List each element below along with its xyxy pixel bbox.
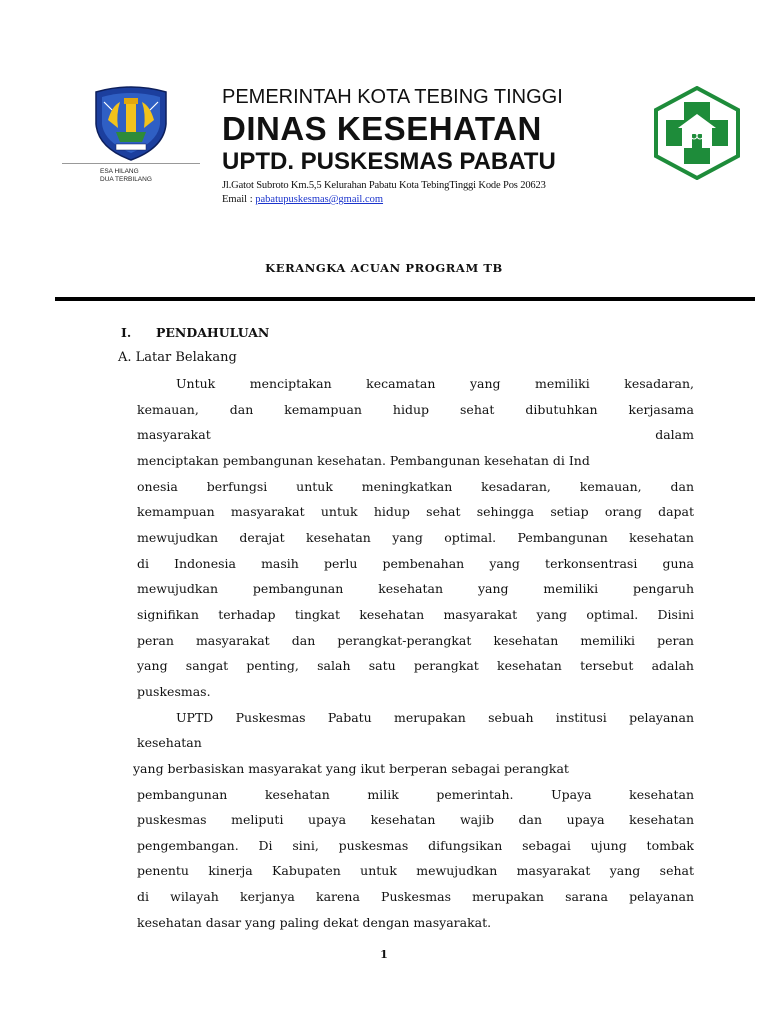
motto-line-2: DUA TERBILANG xyxy=(100,176,152,183)
email-label: Email : xyxy=(222,194,256,205)
body-line: signifikan terhadap tingkat kesehatan masyarakat yang optimal. Disini xyxy=(137,607,694,622)
body-line: onesia berfungsi untuk meningkatkan kesadaran, kemauan, dan xyxy=(137,479,694,494)
body-line: di Indonesia masih perlu pembenahan yang terkonsentrasi guna xyxy=(137,556,694,571)
body-line: masyarakat dalam xyxy=(137,427,694,442)
body-line: di wilayah kerjanya karena Puskesmas merupakan sarana pelayanan xyxy=(137,889,694,904)
document-title: KERANGKA ACUAN PROGRAM TB xyxy=(265,261,503,275)
city-emblem-logo xyxy=(62,84,200,194)
body-line: peran masyarakat dan perangkat-perangkat kesehatan memiliki peran xyxy=(137,633,694,648)
body-line: puskesmas meliputi upaya kesehatan wajib dan upaya kesehatan xyxy=(137,812,694,827)
body-line: yang sangat penting, salah satu perangkat kesehatan tersebut adalah xyxy=(137,658,694,673)
body-line: penentu kinerja Kabupaten untuk mewujudkan masyarakat yang sehat xyxy=(137,863,694,878)
body-line: kemampuan masyarakat untuk hidup sehat sehingga setiap orang dapat xyxy=(137,504,694,519)
body-line: puskesmas. xyxy=(137,684,211,699)
agency-name: DINAS KESEHATAN xyxy=(222,110,542,147)
body-line: pembangunan kesehatan milik pemerintah. Upaya kesehatan xyxy=(137,787,694,802)
body-line: kesehatan xyxy=(137,735,202,750)
body-line: Untuk menciptakan kecamatan yang memiliki kesadaran, xyxy=(176,376,694,391)
body-line: mewujudkan derajat kesehatan yang optimal. Pembangunan kesehatan xyxy=(137,530,694,545)
puskesmas-logo xyxy=(652,86,742,185)
header-divider xyxy=(55,297,755,301)
body-line: kesehatan dasar yang paling dekat dengan masyarakat. xyxy=(137,915,492,930)
body-line: kemauan, dan kemampuan hidup sehat dibutuhkan kerjasama xyxy=(137,402,694,417)
shield-crest-icon xyxy=(90,84,172,162)
body-line: UPTD Puskesmas Pabatu merupakan sebuah institusi pelayanan xyxy=(176,710,694,725)
motto-line-1: ESA HILANG xyxy=(100,168,139,175)
section-number: I. xyxy=(121,325,132,340)
body-line: yang berbasiskan masyarakat yang ikut berperan sebagai perangkat xyxy=(133,761,569,776)
address-line: Jl.Gatot Subroto Km.5,5 Kelurahan Pabatu Kota TebingTinggi Kode Pos 20623 xyxy=(222,180,546,191)
emblem-underline xyxy=(62,163,200,164)
page-number: 1 xyxy=(380,948,388,961)
body-line: mewujudkan pembangunan kesehatan yang memiliki pengaruh xyxy=(137,581,694,596)
health-cross-icon xyxy=(652,86,742,180)
section-title: PENDAHULUAN xyxy=(156,325,270,340)
email-line xyxy=(222,194,383,205)
government-name: PEMERINTAH KOTA TEBING TINGGI xyxy=(222,86,563,108)
email-link[interactable]: pabatupuskesmas@gmail.com xyxy=(255,194,384,205)
unit-name: UPTD. PUSKESMAS PABATU xyxy=(222,148,556,175)
body-line: menciptakan pembangunan kesehatan. Pembangunan kesehatan di Ind xyxy=(137,453,590,468)
subsection-title: A. Latar Belakang xyxy=(118,350,237,365)
city-motto xyxy=(100,168,152,184)
body-line: pengembangan. Di sini, puskesmas difungsikan sebagai ujung tombak xyxy=(137,838,694,853)
